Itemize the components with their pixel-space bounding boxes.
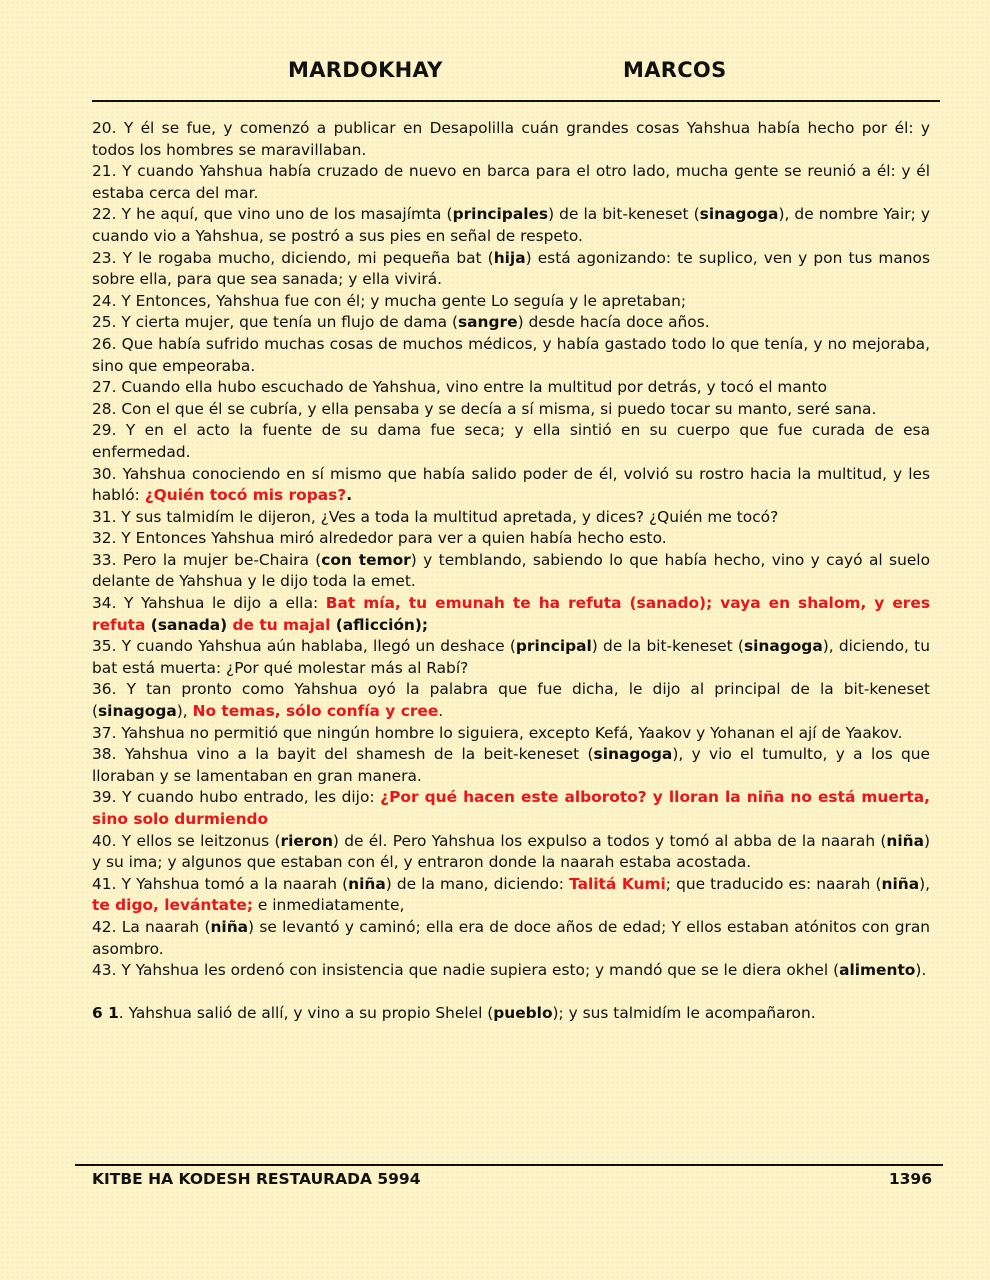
verse-text: 43. Y Yahshua les ordenó con insistencia que nadie supiera esto; y mandó que se le diera okhel ( <box>92 961 840 980</box>
footer-book-title: KITBE HA KODESH RESTAURADA 5994 <box>92 1170 421 1188</box>
verse <box>92 507 930 529</box>
verse-text: 21. Y cuando Yahshua había cruzado de nuevo en barca para el otro lado, mucha gente se reunió a él: y él estaba cerca del mar. <box>92 162 930 202</box>
words-of-yahshua: No temas, sólo confía y cree <box>192 702 439 721</box>
chapter-text <box>92 118 930 1025</box>
verse <box>92 679 930 722</box>
verse <box>92 787 930 830</box>
verse-text: ); y sus talmidím le acompañaron. <box>552 1004 816 1023</box>
bold-gloss: sinagoga <box>699 205 779 224</box>
verse-text: ), y vio el tumulto, y a los que lloraban y se lamentaban en gran manera. <box>92 745 930 785</box>
verse <box>92 831 930 874</box>
verse-text: ) de él. Pero Yahshua los expulso a todos y tomó al abba de la naarah ( <box>332 831 887 850</box>
bold-gloss: hija <box>493 248 526 267</box>
verse-text: 33. Pero la mujer be-Chaira ( <box>92 550 322 569</box>
bold-gloss: con temor <box>321 550 411 569</box>
verse-text: ). <box>915 961 927 980</box>
verse <box>92 636 930 679</box>
verse <box>92 248 930 291</box>
verse <box>92 420 930 463</box>
bold-gloss: . <box>346 486 353 505</box>
verse-text: ), <box>176 702 193 721</box>
bold-gloss: sangre <box>458 313 518 332</box>
page-header <box>90 58 940 98</box>
verse-text: ) de la mano, diciendo: <box>385 874 570 893</box>
words-of-yahshua: ¿Por qué hacen este alboroto? y lloran la niña no está muerta, sino solo durmiendo <box>92 788 931 828</box>
bold-gloss: sinagoga <box>98 702 177 721</box>
bold-gloss: 6 1 <box>92 1004 119 1023</box>
verse-text: 34. Y Yahshua le dijo a ella: <box>92 594 326 613</box>
verse-text: 26. Que había sufrido muchas cosas de muchos médicos, y había gastado todo lo que tenía, y no mejoraba, sino que empeoraba. <box>92 334 930 375</box>
bold-gloss: sinagoga <box>743 637 823 656</box>
verse <box>92 723 930 745</box>
verse <box>92 399 930 421</box>
bold-gloss: rieron <box>280 831 333 850</box>
words-of-yahshua: Talitá Kumi <box>569 874 666 893</box>
verse-text: 41. Y Yahshua tomó a la naarah ( <box>92 874 349 893</box>
footer-rule <box>75 1164 943 1166</box>
verse <box>92 464 930 507</box>
bold-gloss: niña <box>886 831 924 850</box>
next-chapter-verse <box>92 1003 930 1025</box>
verse-text: 42. La naarah ( <box>92 917 211 936</box>
words-of-yahshua: Bat mía, tu emunah te ha refuta (sanado); vaya en shalom, y eres refuta <box>92 594 930 634</box>
verse <box>92 204 930 247</box>
page-number: 1396 <box>888 1170 932 1188</box>
header-rule <box>92 100 940 102</box>
verse-text: 28. Con el que él se cubría, y ella pensaba y se decía a sí misma, si puedo tocar su manto, seré sana. <box>92 399 877 418</box>
verse <box>92 528 930 550</box>
bold-gloss: niña <box>348 874 386 893</box>
words-of-yahshua: ¿Quién tocó mis ropas? <box>144 486 347 505</box>
verse-text: 36. Y tan pronto como Yahshua oyó la palabra que fue dicha, le dijo al principal de la bit-keneset ( <box>92 680 930 721</box>
page-footer <box>92 1170 932 1188</box>
verse-text: 27. Cuando ella hubo escuchado de Yahshua, vino entre la multitud por detrás, y tocó el manto <box>92 378 827 397</box>
verse <box>92 161 930 204</box>
verse-text: ) de la bit-keneset ( <box>548 205 700 224</box>
verse <box>92 874 930 917</box>
verse <box>92 291 930 313</box>
bold-gloss: principal <box>515 637 592 656</box>
bold-gloss: (aflicción); <box>335 615 429 634</box>
verse-text: ), <box>919 874 931 893</box>
verse-text: 23. Y le rogaba mucho, diciendo, mi pequeña bat ( <box>92 248 494 267</box>
verse-text: 39. Y cuando hubo entrado, les dijo: <box>92 788 381 807</box>
bold-gloss: alimento <box>839 961 916 980</box>
verse-text: 30. Yahshua conociendo en sí mismo que había salido poder de él, volvió su rostro hacia la multitud, y les habló: <box>92 464 930 505</box>
verse-text: 37. Yahshua no permitió que ningún hombre lo siguiera, excepto Kefá, Yaakov y Yohanan el ají de Yaakov. <box>92 723 903 742</box>
words-of-yahshua: de tu majal <box>227 615 336 634</box>
verse-text: 32. Y Entonces Yahshua miró alrededor para ver a quien había hecho esto. <box>92 529 667 548</box>
verse-text: 22. Y he aquí, que vino uno de los masajímta ( <box>92 205 453 224</box>
verse-text: 25. Y cierta mujer, que tenía un flujo de dama ( <box>92 313 458 332</box>
verse-text: . <box>438 702 444 721</box>
bold-gloss: niña <box>881 874 920 893</box>
verse <box>92 334 930 377</box>
verse-text: ), de nombre Yair; y cuando vio a Yahshua, se postró a sus pies en señal de respeto. <box>92 205 930 245</box>
verse-text: e inmediatamente, <box>253 896 405 915</box>
verse-text: ) y su ima; y algunos que estaban con él, y entraron donde la naarah estaba acostada. <box>92 831 930 872</box>
verse <box>92 550 930 593</box>
verse <box>92 960 930 982</box>
verse-text: ) se levantó y caminó; ella era de doce años de edad; Y ellos estaban atónitos con gran asombro. <box>92 917 931 958</box>
verse-text: ), diciendo, tu bat está muerta: ¿Por qué molestar más al Rabí? <box>92 637 930 677</box>
verse-text: 40. Y ellos se leitzonus ( <box>92 831 281 850</box>
verse-text: ) de la bit-keneset ( <box>591 637 744 656</box>
bold-gloss: principales <box>452 205 549 224</box>
verse-text: ) está agonizando: te suplico, ven y pon tus manos sobre ella, para que sea sanada; y ella vivirá. <box>92 248 930 289</box>
verse-text: 29. Y en el acto la fuente de su dama fue seca; y ella sintió en su cuerpo que fue curada de esa enfermedad. <box>92 421 930 461</box>
verse <box>92 312 930 334</box>
bold-gloss: niña <box>210 917 249 936</box>
verse <box>92 118 930 161</box>
bold-gloss: (sanada) <box>150 615 228 634</box>
verse-text: ) desde hacía doce años. <box>517 313 710 332</box>
verse <box>92 593 930 636</box>
verse-text: ; que traducido es: naarah ( <box>665 874 882 893</box>
book-title-hebrew: MARDOKHAY <box>288 58 443 82</box>
verse-text: 24. Y Entonces, Yahshua fue con él; y mucha gente Lo seguía y le apretaban; <box>92 291 687 310</box>
bold-gloss: sinagoga <box>593 745 673 764</box>
verse <box>92 744 930 787</box>
bold-gloss: pueblo <box>493 1004 553 1023</box>
verse <box>92 377 930 399</box>
words-of-yahshua: te digo, levántate; <box>92 896 254 915</box>
verse <box>92 917 930 960</box>
verse-text: 31. Y sus talmidím le dijeron, ¿Ves a toda la multitud apretada, y dices? ¿Quién me tocó? <box>92 507 779 526</box>
book-title-spanish: MARCOS <box>623 58 727 82</box>
verse-text: . Yahshua salió de allí, y vino a su propio Shelel ( <box>118 1004 494 1023</box>
verse-text: 35. Y cuando Yahshua aún hablaba, llegó un deshace ( <box>92 637 516 656</box>
verse-text: ) y temblando, sabiendo lo que había hecho, vino y cayó al suelo delante de Yahshua y le dijo toda la emet. <box>92 550 930 591</box>
verse-text: 20. Y él se fue, y comenzó a publicar en Desapolilla cuán grandes cosas Yahshua había hecho por él: y todos los hombres se maravillaban. <box>92 119 930 159</box>
verse-text: 38. Yahshua vino a la bayit del shamesh de la beit-keneset ( <box>92 745 594 764</box>
